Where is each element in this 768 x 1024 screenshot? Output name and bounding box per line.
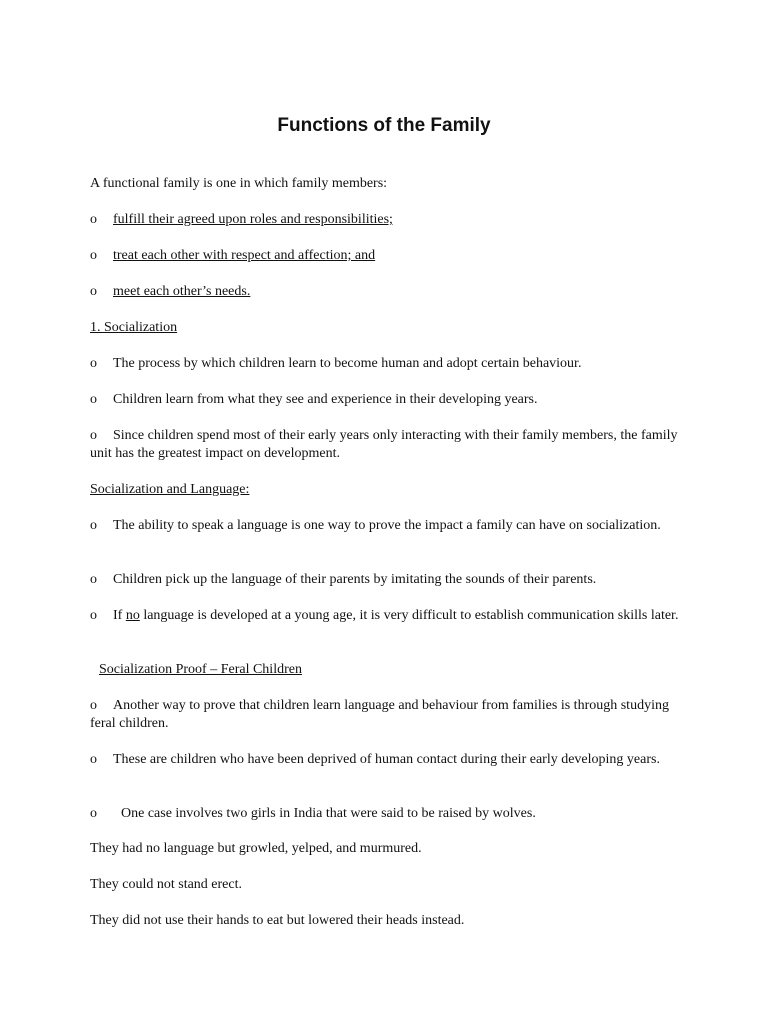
language-heading: Socialization and Language:: [90, 482, 250, 497]
functional-point-1: o fulfill their agreed upon roles and responsibilities;: [90, 212, 393, 227]
bullet-marker: o: [90, 392, 97, 407]
feral-point-1: o Another way to prove that children learn language and behaviour from families is through studying feral children.: [90, 698, 669, 731]
bullet-marker: o: [90, 752, 97, 767]
language-point-1: o The ability to speak a language is one way to prove the impact a family can have on socialization.: [90, 518, 661, 533]
bullet-marker: o: [90, 428, 97, 443]
bullet-marker: o: [90, 284, 97, 299]
socialization-point-2: o Children learn from what they see and experience in their developing years.: [90, 392, 538, 407]
bullet-marker: o: [90, 698, 97, 713]
socialization-point-3: o Since children spend most of their early years only interacting with their family members, the family unit has the greatest impact on development.: [90, 428, 678, 461]
page-title: Functions of the Family: [277, 115, 491, 136]
socialization-point-1: o The process by which children learn to become human and adopt certain behaviour.: [90, 356, 582, 371]
feral-heading: Socialization Proof – Feral Children: [99, 662, 302, 677]
functional-point-3: o meet each other’s needs.: [90, 284, 251, 299]
bullet-marker: o: [90, 518, 97, 533]
bullet-marker: o: [90, 356, 97, 371]
functional-point-2: o treat each other with respect and affection; and: [90, 248, 376, 263]
socialization-heading: 1. Socialization: [90, 320, 178, 335]
feral-observation-3: They did not use their hands to eat but lowered their heads instead.: [90, 913, 465, 928]
bullet-marker: o: [90, 806, 97, 821]
feral-observation-1: They had no language but growled, yelped, and murmured.: [90, 841, 422, 856]
feral-observation-2: They could not stand erect.: [90, 877, 243, 892]
feral-point-3: o One case involves two girls in India that were said to be raised by wolves.: [90, 806, 536, 821]
bullet-marker: o: [90, 248, 97, 263]
bullet-marker: o: [90, 212, 97, 227]
bullet-marker: o: [90, 572, 97, 587]
bullet-marker: o: [90, 608, 97, 623]
language-point-3: o If no language is developed at a young age, it is very difficult to establish communication skills later.: [90, 608, 679, 623]
emphasis-no: no: [125, 608, 140, 623]
language-point-2: o Children pick up the language of their parents by imitating the sounds of their parents.: [90, 572, 597, 587]
intro-paragraph: A functional family is one in which family members:: [90, 176, 388, 191]
feral-point-2: o These are children who have been deprived of human contact during their early developing years.: [90, 752, 660, 767]
